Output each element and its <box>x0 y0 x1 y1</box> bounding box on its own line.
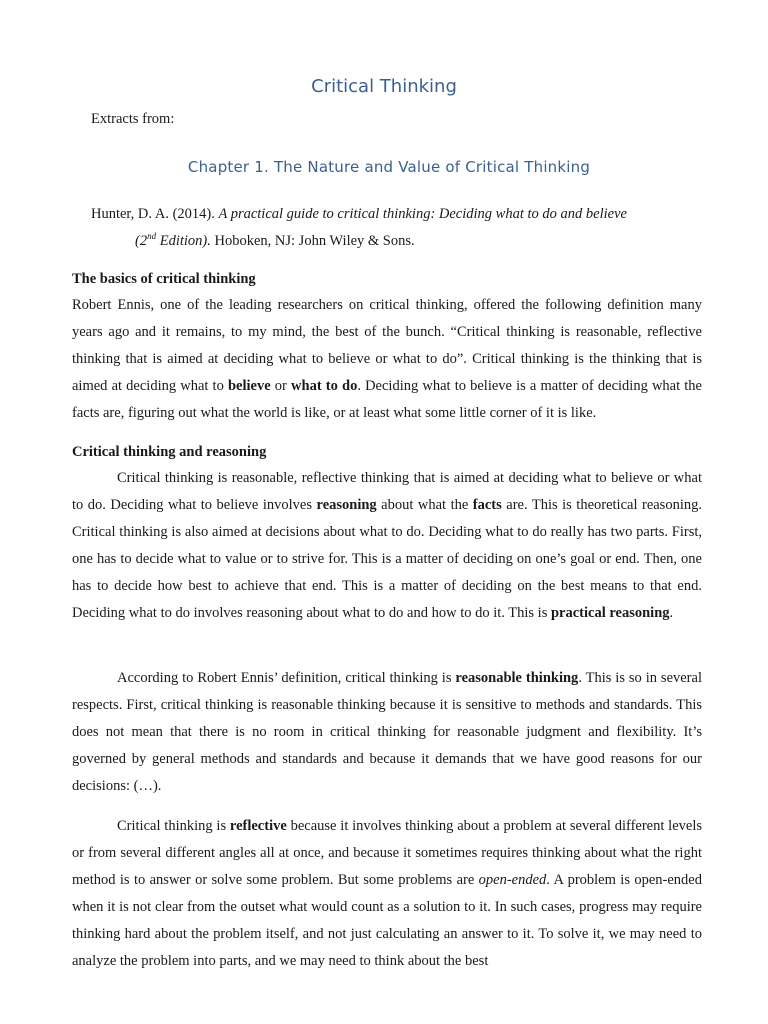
extracts-label: Extracts from: <box>91 111 175 127</box>
section-reflective <box>72 813 702 975</box>
citation-authors-year: Hunter, D. A. (2014). <box>91 206 219 222</box>
section-heading-basics: The basics of critical thinking <box>72 271 256 287</box>
paragraph-text: According to Robert Ennis’ definition, critical thinking is <box>117 670 456 686</box>
paragraph-text: . Deciding what to believe is a matter of deciding what the facts are, figuring out what the world is like, or at least what some little corner of it is like. <box>72 378 702 421</box>
document-title: Critical Thinking <box>311 76 457 97</box>
bold-term: facts <box>472 497 502 513</box>
section-ennis-definition <box>72 665 702 800</box>
paragraph-text: about what the <box>376 497 473 513</box>
paragraph-text: Critical thinking is reasonable, reflective thinking that is aimed at deciding what to believe or what to do. Deciding what to believe involves <box>72 470 702 513</box>
paragraph-text: . <box>669 605 674 621</box>
section-basics <box>72 266 702 427</box>
bold-term: practical reasoning <box>550 605 670 621</box>
paragraph-text: are. This is theoretical reasoning. Critical thinking is also aimed at decisions about what to do. Deciding what to do really has two parts. First, one has to decide what to value or to strive for. This is a matter of deciding on one’s goal or end. Then, one has to decide how best to achieve that end. This is a matter of deciding on the best means to that end. Deciding what to do involves reasoning about what to do and how to do it. This is <box>72 497 702 621</box>
paragraph-reflective <box>72 813 702 975</box>
citation-edition-close: Edition). <box>156 233 211 249</box>
paragraph-text: Critical thinking is <box>117 818 230 834</box>
paragraph-text: . This is so in several respects. First, critical thinking is reasonable thinking because it is sensitive to methods and standards. This does not mean that there is no room in critical thinking for reasonable judgment and flexibility. It’s governed by general methods and standards and because it demands that we have good reasons for our decisions: (…). <box>72 670 702 794</box>
citation-book-title: A practical guide to critical thinking: Deciding what to do and believe <box>218 206 627 222</box>
bold-term: believe <box>227 378 271 394</box>
section-heading-reasoning: Critical thinking and reasoning <box>72 444 267 460</box>
citation <box>91 201 691 255</box>
chapter-title: Chapter 1. The Nature and Value of Critical Thinking <box>187 158 591 176</box>
bold-term: reflective <box>229 818 287 834</box>
bold-term: reasonable thinking <box>455 670 579 686</box>
italic-term: open-ended <box>478 872 547 888</box>
paragraph-text: . A problem is open-ended when it is not clear from the outset what would count as a solution to it. In such cases, progress may require thinking hard about the problem itself, and not just calculating an answer to it. To solve it, we may need to analyze the problem into parts, and we may need to think about the best <box>72 872 702 969</box>
citation-publisher: Hoboken, NJ: John Wiley & Sons. <box>210 233 415 249</box>
paragraph-text: or <box>270 378 292 394</box>
paragraph-ennis-definition <box>72 665 702 800</box>
paragraph-text: Robert Ennis, one of the leading researchers on critical thinking, offered the following definition many years ago and it remains, to my mind, the best of the bunch. “Critical thinking is reasonable, reflective thinking that is aimed at deciding what to believe or what to do”. Critical thinking is the thinking that is aimed at deciding what to <box>72 297 702 394</box>
paragraph-basics <box>72 292 702 427</box>
citation-edition-open: (2 <box>135 233 148 249</box>
section-reasoning <box>72 439 702 627</box>
citation-line-2 <box>91 228 691 255</box>
paragraph-reasoning <box>72 465 702 627</box>
citation-edition <box>135 233 211 249</box>
bold-term: what to do <box>291 378 358 394</box>
citation-edition-sup: nd <box>147 231 157 242</box>
bold-term: reasoning <box>316 497 377 513</box>
paragraph-text: because it involves thinking about a problem at several different levels or from several different angles all at once, and because it sometimes requires thinking about what the right method is to answer or solve some problem. But some problems are <box>72 818 702 888</box>
